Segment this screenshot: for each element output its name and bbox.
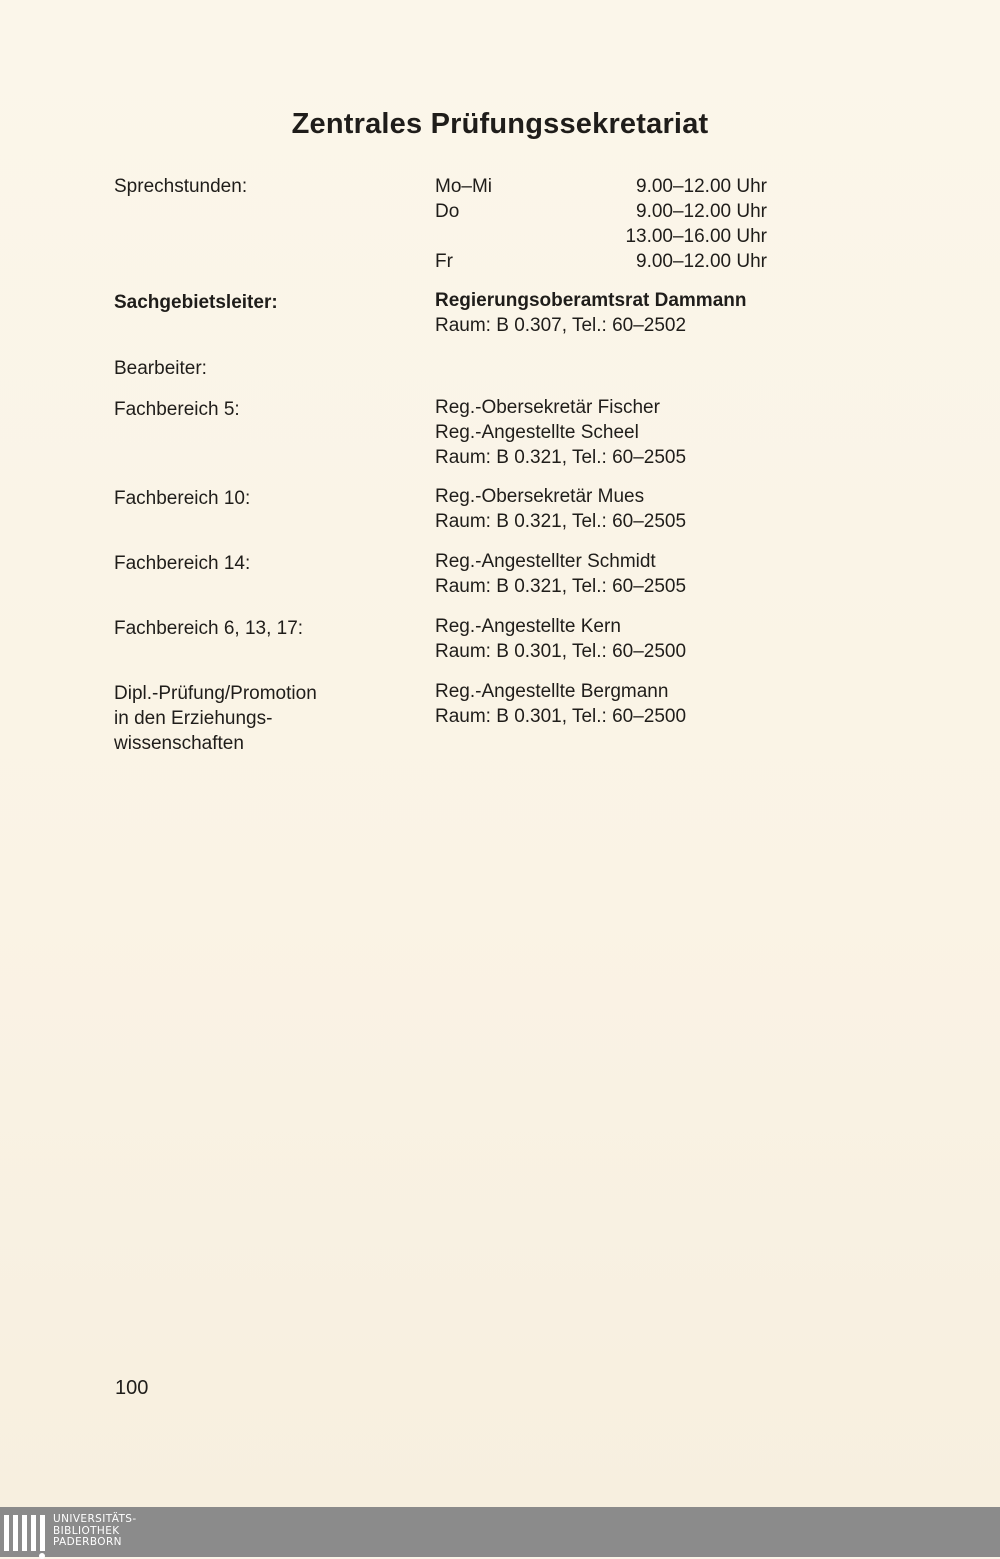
department-label-line: Fachbereich 10:: [114, 488, 251, 509]
department-label: [114, 551, 250, 576]
office-hours-time: 9.00–12.00 Uhr: [636, 251, 767, 272]
staff-label: Bearbeiter:: [114, 358, 207, 379]
staff-line: Raum: B 0.321, Tel.: 60–2505: [435, 511, 687, 532]
head-name: Regierungsoberamtsrat Dammann: [435, 290, 747, 311]
head-room: Raum: B 0.307, Tel.: 60–2502: [435, 315, 687, 336]
department-label: [114, 397, 240, 422]
department-label-line: Dipl.-Prüfung/Promotion: [114, 683, 317, 704]
office-hours-row: [435, 199, 767, 224]
office-hours-table: [435, 174, 767, 274]
staff-line: Reg.-Obersekretär Mues: [435, 486, 645, 507]
library-logo-line: BIBLIOTHEK: [53, 1524, 120, 1537]
department-entry: [435, 549, 686, 599]
office-hours-row: [435, 174, 767, 199]
office-hours-time: 9.00–12.00 Uhr: [636, 176, 767, 197]
department-label-line: wissenschaften: [114, 733, 244, 754]
department-label-line: Fachbereich 5:: [114, 399, 240, 420]
office-hours-day: Fr: [435, 251, 453, 272]
staff-line: Reg.-Angestellte Kern: [435, 616, 621, 637]
staff-line: Reg.-Angestellte Scheel: [435, 422, 639, 443]
office-hours-row: [435, 224, 767, 249]
page-title: Zentrales Prüfungssekretariat: [291, 108, 709, 140]
staff-line: Raum: B 0.301, Tel.: 60–2500: [435, 641, 687, 662]
library-footer: [0, 1507, 1000, 1557]
library-logo-text: [53, 1514, 137, 1549]
department-entry: [435, 679, 686, 729]
staff-line: Raum: B 0.321, Tel.: 60–2505: [435, 576, 687, 597]
staff-line: Reg.-Angestellter Schmidt: [435, 551, 656, 572]
department-entry: [435, 484, 686, 534]
head-entry: [435, 288, 746, 338]
department-label: [114, 486, 250, 511]
library-logo-line: PADERBORN: [53, 1536, 122, 1548]
department-label-line: Fachbereich 6, 13, 17:: [114, 618, 304, 639]
department-label-line: Fachbereich 14:: [114, 553, 251, 574]
department-entry: [435, 614, 686, 664]
office-hours-time: 13.00–16.00 Uhr: [625, 226, 767, 247]
office-hours-day: Do: [435, 201, 460, 222]
head-label: Sachgebietsleiter:: [114, 292, 278, 313]
office-hours-row: [435, 249, 767, 274]
department-label: [114, 681, 317, 756]
library-logo-line: UNIVERSITÄTS-: [53, 1513, 137, 1525]
office-hours-time: 9.00–12.00 Uhr: [636, 201, 767, 222]
staff-line: Raum: B 0.301, Tel.: 60–2500: [435, 706, 687, 727]
department-label: [114, 616, 303, 641]
department-label-line: in den Erziehungs-: [114, 708, 273, 729]
office-hours-label: Sprechstunden:: [114, 176, 248, 197]
staff-line: Reg.-Obersekretär Fischer: [435, 397, 660, 418]
office-hours-day: Mo–Mi: [435, 176, 493, 197]
department-entry: [435, 395, 686, 470]
staff-line: Raum: B 0.321, Tel.: 60–2505: [435, 447, 687, 468]
staff-line: Reg.-Angestellte Bergmann: [435, 681, 669, 702]
page-number: 100: [115, 1377, 149, 1399]
